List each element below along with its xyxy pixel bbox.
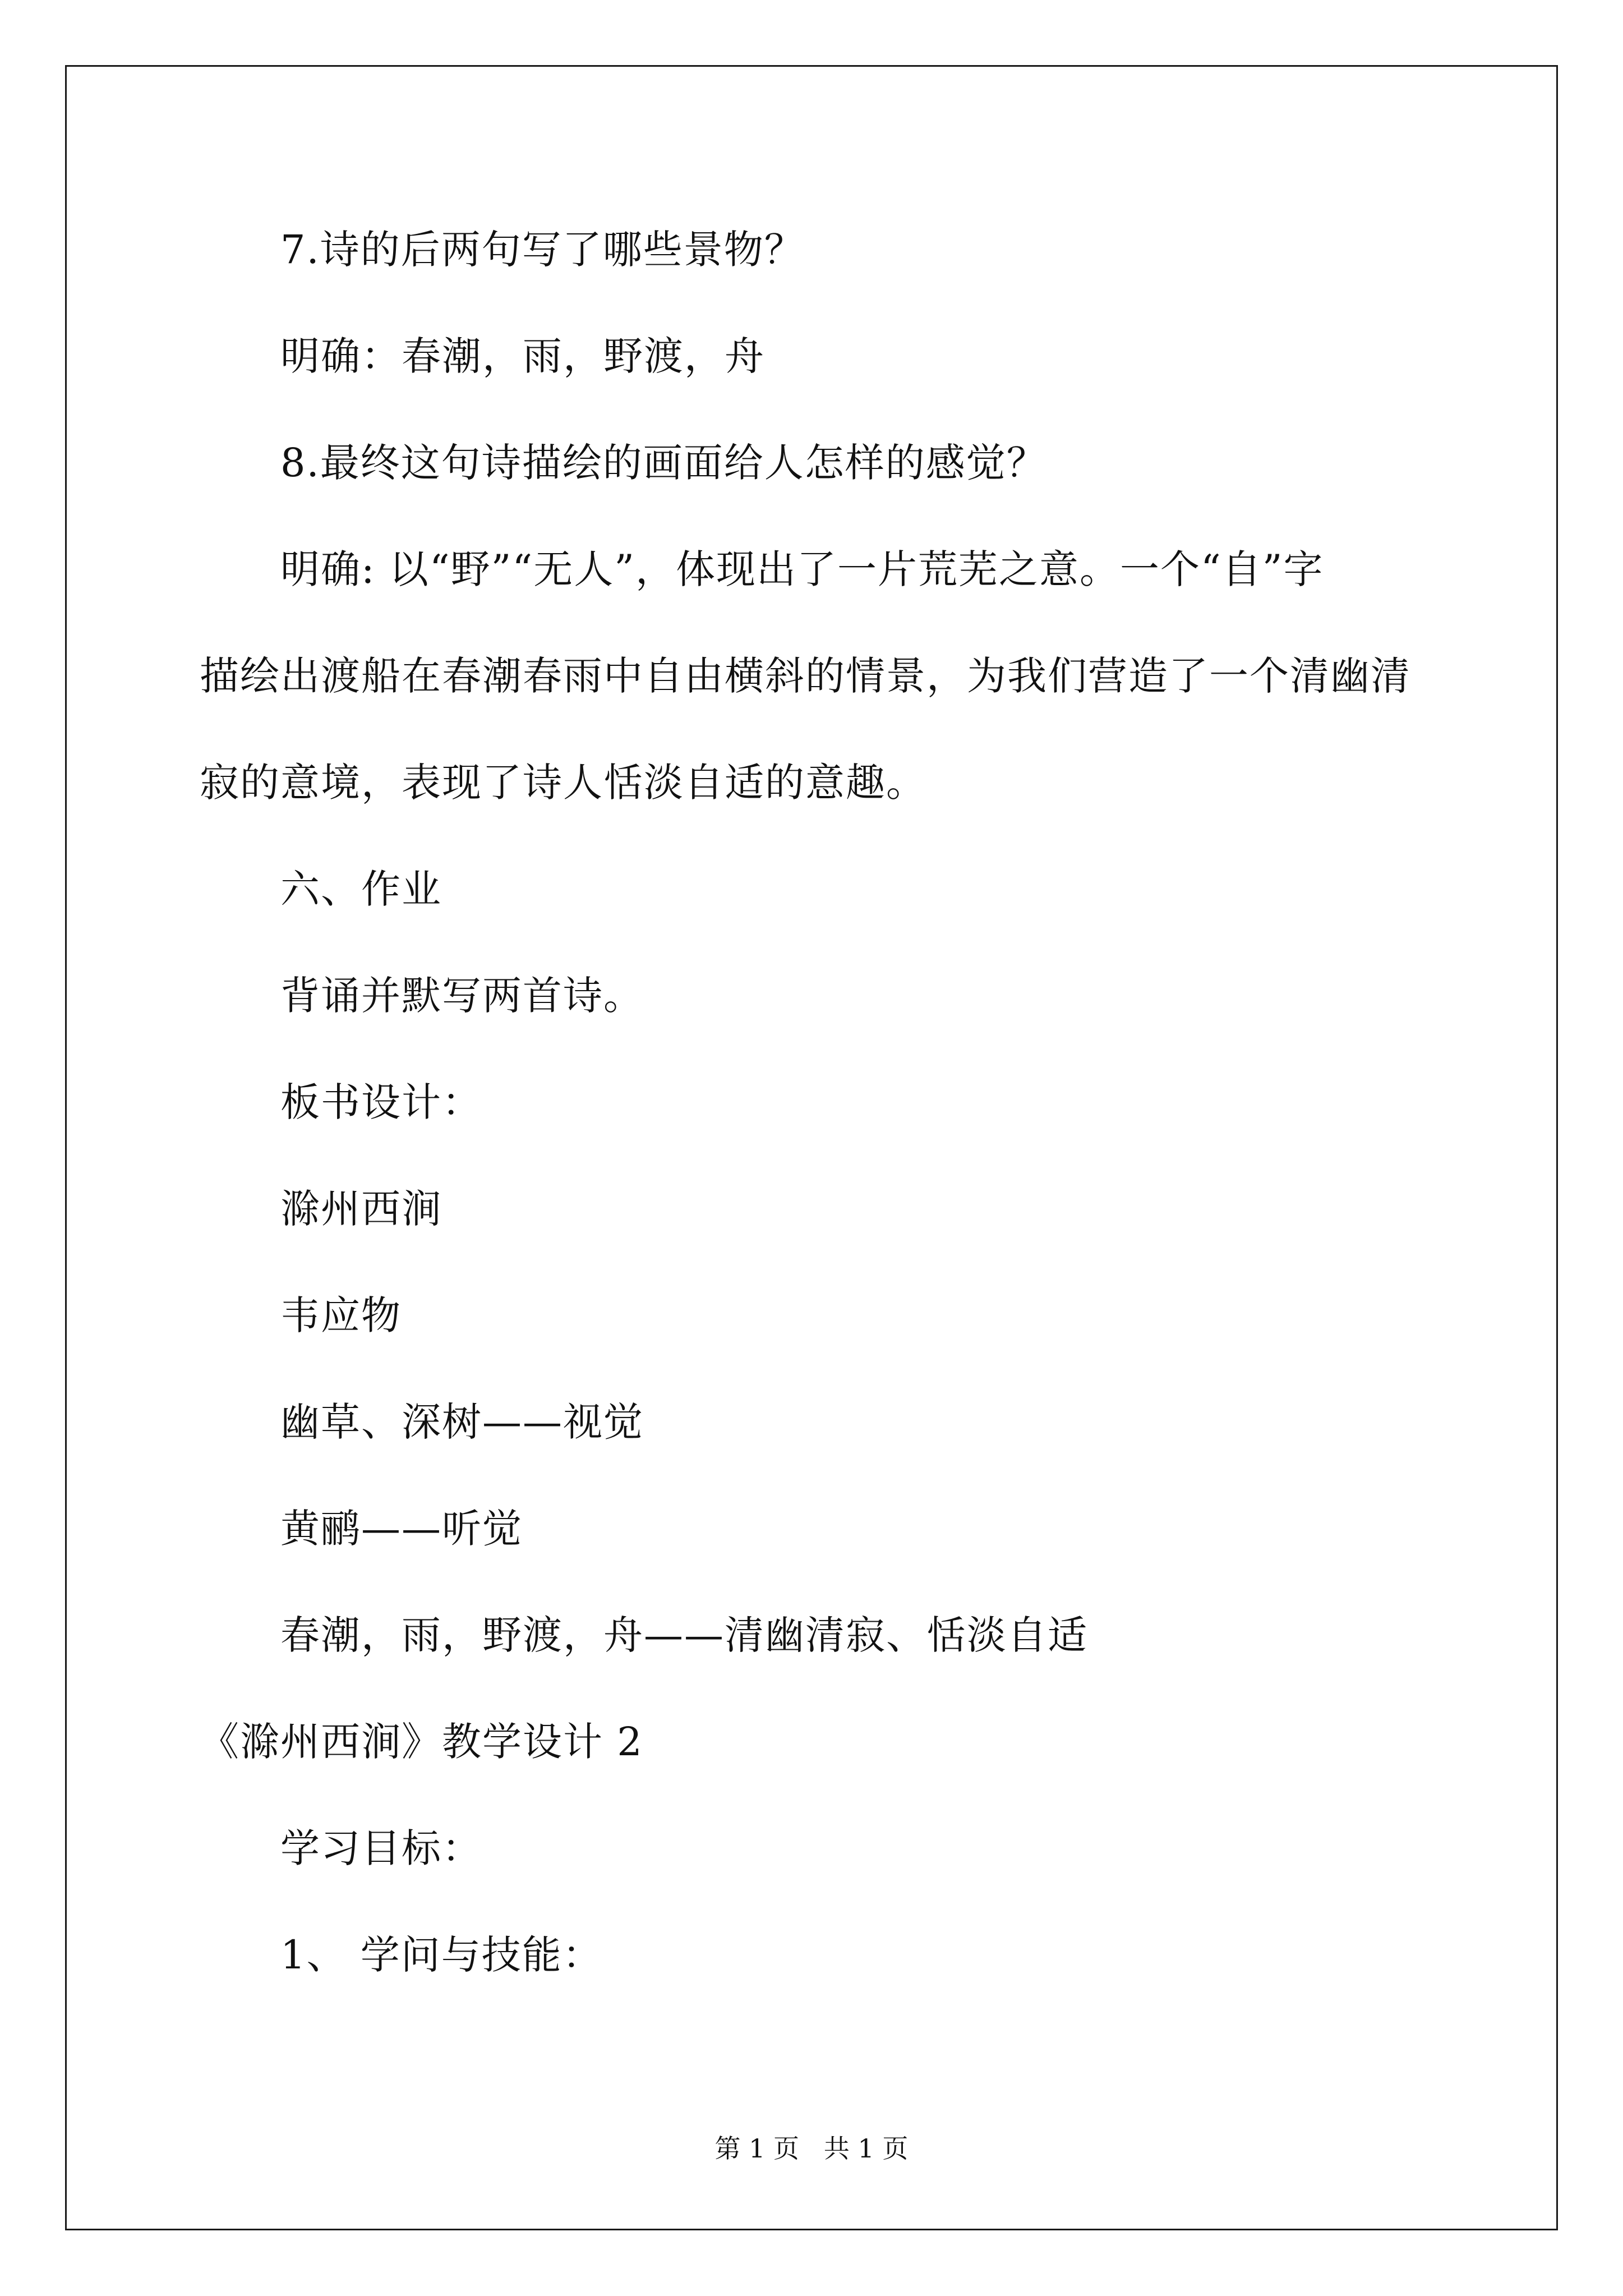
question-8: 8.最终这句诗描绘的画面给人怎样的感觉？ xyxy=(280,440,1047,486)
section-heading-homework: 六、作业 xyxy=(280,866,442,912)
board-auditory-line: 黄鹂——听觉 xyxy=(280,1506,523,1552)
answer-7: 明确：春潮，雨，野渡，舟 xyxy=(280,333,765,379)
board-visual-line: 幽草、深树——视觉 xyxy=(280,1399,644,1445)
answer-8-line-3: 寂的意境，表现了诗人恬淡自适的意趣。 xyxy=(200,760,926,806)
page-border xyxy=(65,65,1558,2230)
board-mood-line: 春潮，雨，野渡，舟——清幽清寂、恬淡自适 xyxy=(280,1612,1088,1658)
question-7: 7.诗的后两句写了哪些景物？ xyxy=(280,227,805,273)
page-footer: 第 1 页 共 1 页 xyxy=(714,2133,909,2164)
board-poem-title: 滁州西涧 xyxy=(280,1186,442,1232)
learning-goals-heading: 学习目标： xyxy=(280,1825,482,1871)
section-title-design-2: 《滁州西涧》教学设计 2 xyxy=(200,1719,643,1765)
answer-8-line-1: 明确: 以“野”“无人”，体现出了一片荒芜之意。一个“自”字 xyxy=(280,546,1324,592)
homework-text: 背诵并默写两首诗。 xyxy=(280,973,644,1019)
board-design-heading: 板书设计： xyxy=(280,1079,482,1125)
answer-8-line-2: 描绘出渡船在春潮春雨中自由横斜的情景，为我们营造了一个清幽清 xyxy=(200,653,1411,699)
board-poet-name: 韦应物 xyxy=(280,1292,402,1338)
goal-1-heading: 1、 学问与技能： xyxy=(280,1932,603,1978)
